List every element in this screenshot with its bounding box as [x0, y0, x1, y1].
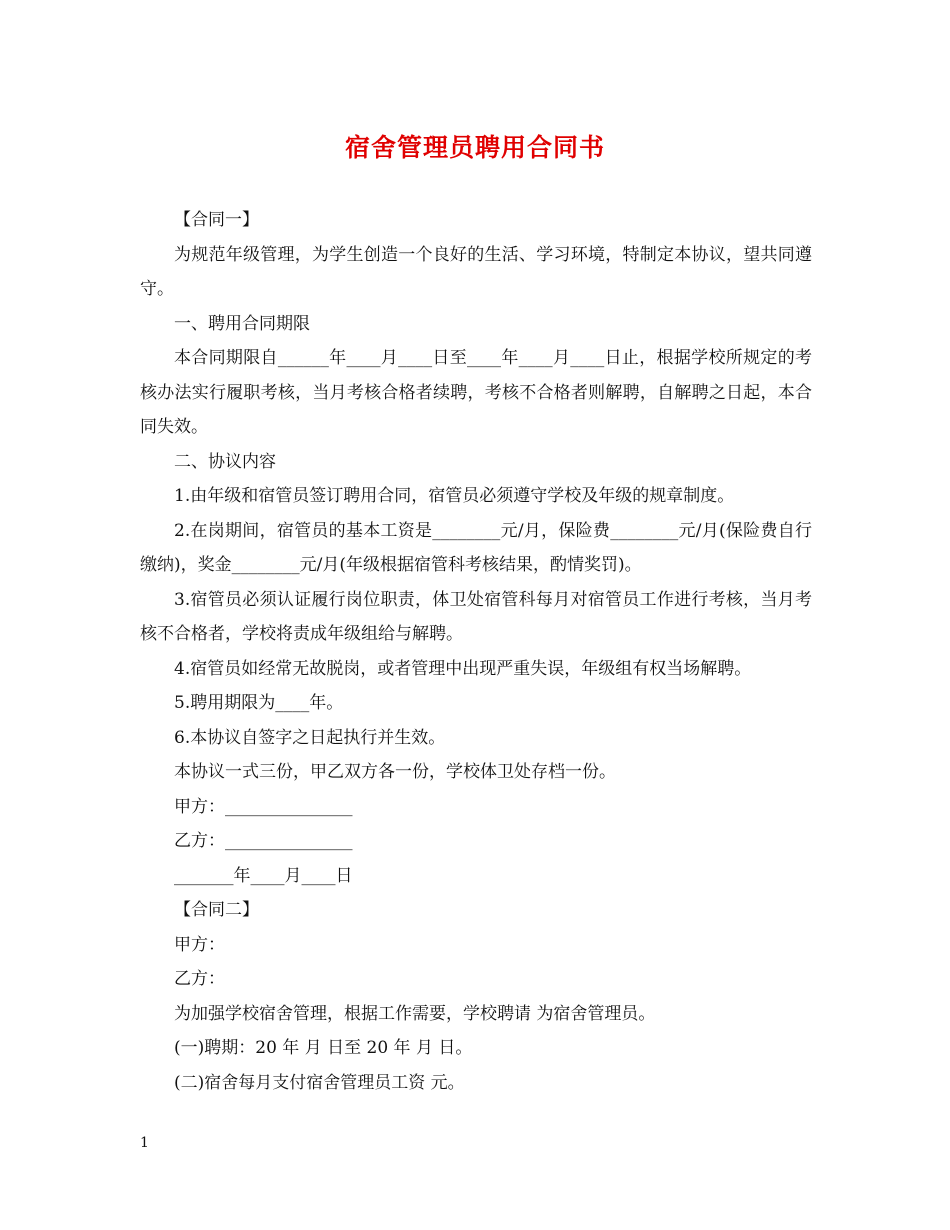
paragraph-term: 本合同期限自______年____月____日至____年____月____日止，根据学校所规定的考核办法实行履职考核，当月考核合格者续聘，考核不合格者则解聘，自解聘之日起，本合同失效。: [140, 348, 812, 437]
contract-two-term: (一)聘期：20 年 月 日至 20 年 月 日。: [174, 1038, 473, 1058]
section-heading-term: 一、聘用合同期限: [174, 313, 310, 334]
clause-6: 6.本协议自签字之日起执行并生效。: [174, 727, 446, 748]
clause-4: 4.宿管员如经常无故脱岗，或者管理中出现严重失误，年级组有权当场解聘。: [174, 658, 752, 679]
paragraph-intro: 为规范年级管理，为学生创造一个良好的生活、学习环境，特制定本协议，望共同遵守。: [140, 244, 812, 299]
contract-two-party-a: 甲方：: [174, 934, 225, 955]
clause-2: 2.在岗期间，宿管员的基本工资是________元/月，保险费________元/月(保险费自行缴纳)，奖金________元/月(年级根据宿管科考核结果，酌情奖罚)。: [140, 520, 812, 575]
contract-two-intro: 为加强学校宿舍管理，根据工作需要，学校聘请 为宿舍管理员。: [174, 1003, 656, 1024]
document-title: 宿舍管理员聘用合同书: [344, 133, 605, 162]
section-heading-agreement: 二、协议内容: [174, 451, 276, 472]
clause-3: 3.宿管员必须认证履行岗位职责，体卫处宿管科每月对宿管员工作进行考核，当月考核不合格者，学校将责成年级组给与解聘。: [140, 589, 812, 644]
contract-two-salary: (二)宿舍每月支付宿舍管理员工资 元。: [174, 1072, 465, 1093]
page-number: 1: [140, 1135, 149, 1151]
signature-date-line: _______年____月____日: [174, 865, 353, 886]
document-body: [140, 203, 812, 1100]
clause-1: 1.由年级和宿管员签订聘用合同，宿管员必须遵守学校及年级的规章制度。: [174, 486, 735, 506]
party-a-signature-line: 甲方：_______________: [174, 796, 353, 817]
clause-5: 5.聘用期限为____年。: [174, 693, 344, 713]
section-heading-contract-two: 【合同二】: [174, 900, 259, 920]
section-heading-contract-one: 【合同一】: [174, 210, 259, 230]
party-b-signature-line: 乙方：_______________: [174, 831, 353, 851]
contract-two-party-b: 乙方：: [174, 969, 225, 989]
copies-statement: 本协议一式三份，甲乙双方各一份，学校体卫处存档一份。: [174, 762, 616, 782]
